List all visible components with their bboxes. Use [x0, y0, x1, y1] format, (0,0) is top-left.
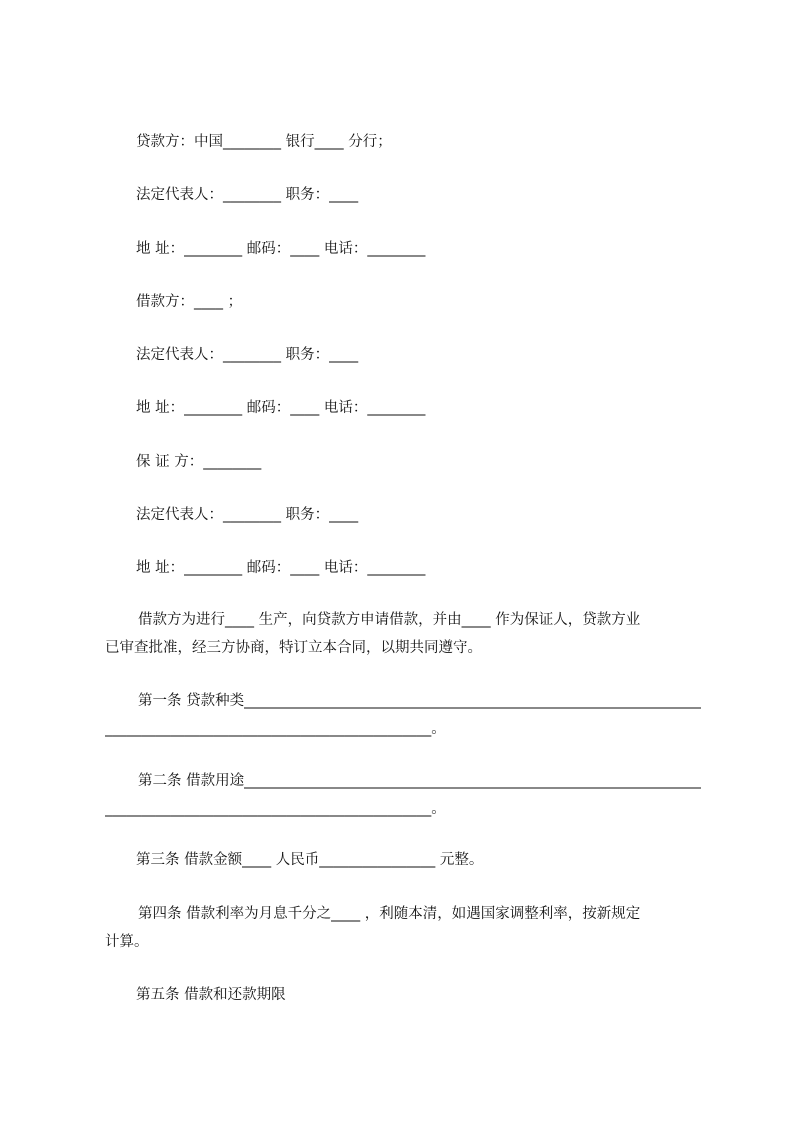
- article-2-line-2: _____________________________________________。: [105, 801, 446, 817]
- lender-representative-line: 法定代表人：________ 职务：____: [136, 187, 359, 203]
- guarantor-address-line: 地 址：________ 邮码：____ 电话：________: [136, 560, 426, 576]
- article-4-line-1: 第四条 借款利率为月息千分之____ ，利随本清，如遇国家调整利率，按新规定: [138, 906, 641, 922]
- lender-name-line: 贷款方：中国________ 银行____ 分行；: [136, 134, 392, 150]
- guarantor-name-line: 保 证 方：________: [136, 454, 262, 470]
- article-1-line-2: _____________________________________________。: [105, 721, 446, 737]
- article-5-heading: 第五条 借款和还款期限: [136, 987, 286, 1003]
- article-2-line-1: 第二条 借款用途_______________________________________________________________: [138, 773, 701, 789]
- article-4-line-2: 计算。: [105, 934, 149, 950]
- borrower-name-line: 借款方：____ ；: [136, 294, 243, 310]
- article-1-paragraph: [105, 687, 703, 743]
- guarantor-representative-line: 法定代表人：________ 职务：____: [136, 507, 359, 523]
- borrower-representative-line: 法定代表人：________ 职务：____: [136, 347, 359, 363]
- preamble-paragraph: [105, 606, 703, 662]
- borrower-address-line: 地 址：________ 邮码：____ 电话：________: [136, 400, 426, 416]
- lender-address-line: 地 址：________ 邮码：____ 电话：________: [136, 241, 426, 257]
- preamble-line-1: 借款方为进行____ 生产，向贷款方申请借款，并由____ 作为保证人，贷款方业: [138, 612, 641, 628]
- article-1-line-1: 第一条 贷款种类_______________________________________________________________: [138, 693, 701, 709]
- article-2-paragraph: [105, 767, 703, 823]
- preamble-line-2: 已审查批准，经三方协商，特订立本合同，以期共同遵守。: [105, 640, 482, 656]
- article-4-paragraph: [105, 900, 703, 956]
- article-3-line: 第三条 借款金额____ 人民币________________ 元整。: [136, 852, 484, 868]
